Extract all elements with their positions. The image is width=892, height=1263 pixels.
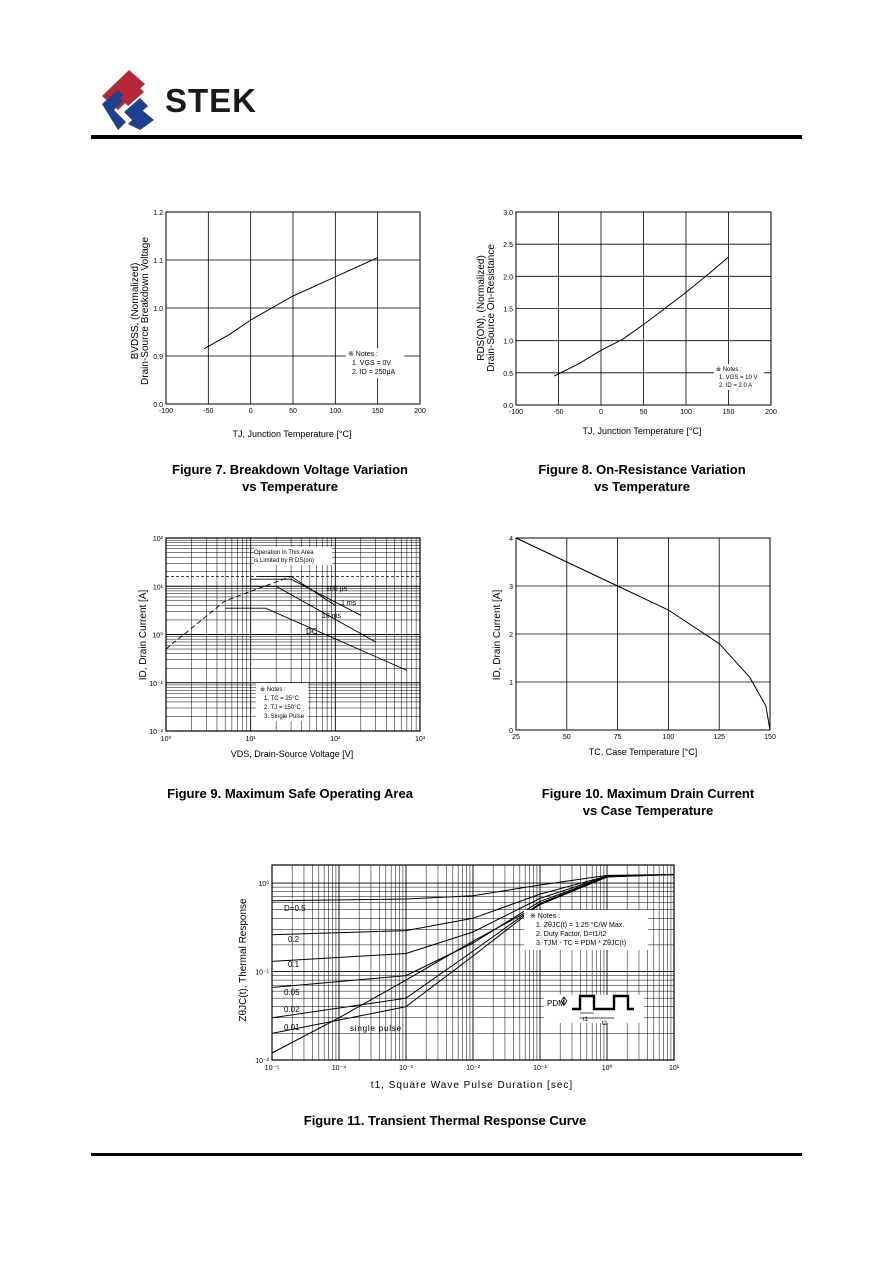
fig10-caption-line2: vs Case Temperature (582, 803, 714, 818)
fig9-xlabel: VDS, Drain-Source Voltage [V] (230, 749, 354, 759)
fig11-xtick-0: 10⁻⁵ (264, 1065, 280, 1072)
fig7-xtick-2: 0 (248, 408, 253, 415)
fig11-note-3: 3. TJM - TC = PDM * ZθJC(t) (536, 940, 627, 947)
fig9-region-label-2: is Limited by R DS(on) (254, 558, 315, 564)
fig9-soa-curve-2 (251, 579, 361, 615)
figure-8-chart (470, 200, 790, 450)
fig8-caption-line1: Figure 8. On-Resistance Variation (538, 462, 746, 477)
fig11-pdm-label: PDM (547, 999, 565, 1008)
fig10-xlabel: TC, Case Temperature [°C] (588, 747, 698, 757)
fig8-xtick-3: 50 (639, 409, 648, 416)
fig9-ytick-3: 10⁻¹ (149, 680, 163, 688)
fig8-ylabel-2: Drain-Source On-Resistance (486, 244, 497, 372)
fig11-duty-002: 0.02 (284, 1005, 300, 1014)
figure-11-chart (230, 855, 690, 1100)
fig9-xtick-3: 10³ (414, 736, 426, 743)
fig8-xlabel: TJ, Junction Temperature [°C] (582, 426, 702, 436)
fig8-ytick-1: 0.5 (503, 370, 513, 378)
fig7-note-0: ※ Notes : (348, 351, 378, 358)
fig11-single-pulse: single pulse (350, 1024, 402, 1033)
fig11-notes (524, 910, 648, 950)
fig7-caption-line2: vs Temperature (242, 479, 338, 494)
header-rule (91, 135, 802, 139)
fig7-xtick-3: 50 (289, 408, 297, 415)
fig11-ylabel: ZθJC(t), Thermal Response (238, 898, 249, 1022)
fig11-duty-001: 0.01 (284, 1023, 300, 1032)
fig9-xtick-2: 10² (330, 736, 341, 743)
fig11-note-2: 2. Duty Factor, D=t1/t2 (536, 931, 607, 938)
fig10-xtick-5: 150 (764, 734, 776, 741)
fig8-ytick-4: 2.0 (503, 274, 513, 282)
fig11-xlabel: t1, Square Wave Pulse Duration [sec] (370, 1080, 574, 1091)
fig8-onresistance-curve (554, 257, 728, 376)
fig10-ytick-1: 1 (509, 680, 513, 687)
fig11-t2-label: t2 (602, 1021, 608, 1027)
fig7-ytick-4: 1.2 (153, 210, 163, 217)
fig7-note-2: 2. ID = 250μA (352, 369, 396, 376)
fig9-curve-10ms: 10 ms (322, 613, 342, 620)
fig10-caption (488, 785, 808, 819)
fig8-ytick-3: 1.5 (503, 306, 513, 314)
fig9-soa-curve-0 (166, 576, 291, 649)
fig10-caption-line1: Figure 10. Maximum Drain Current (541, 786, 755, 801)
fig9-xtick-0: 10⁰ (160, 736, 172, 743)
fig9-note-3: 3. Single Pulse (264, 714, 305, 720)
fig7-xtick-4: 100 (329, 408, 342, 415)
fig8-xtick-1: -50 (553, 409, 564, 416)
fig10-xtick-1: 50 (562, 734, 571, 741)
fig10-xtick-4: 125 (713, 734, 726, 741)
fig7-ytick-2: 1.0 (153, 306, 163, 313)
fig9-caption (130, 785, 450, 802)
fig9-curve-1ms: 1 ms (341, 600, 357, 607)
fig9-region-label-1: Operation in This Area (254, 550, 314, 556)
fig11-note-1: 1. ZθJC(t) = 1.25 °C/W Max. (536, 922, 625, 929)
fig7-xtick-0: -100 (158, 408, 174, 415)
fig7-ytick-1: 0.9 (153, 354, 163, 361)
fig11-xtick-3: 10⁻² (466, 1065, 480, 1072)
fig10-ytick-2: 2 (509, 632, 513, 639)
fig7-xtick-1: -50 (203, 408, 214, 415)
fig11-ytick-0: 10⁰ (258, 881, 269, 889)
fig7-caption (130, 461, 450, 495)
fig8-ytick-2: 1.0 (503, 338, 513, 346)
fig7-ytick-0: 0.0 (153, 402, 163, 409)
fig11-xtick-2: 10⁻³ (399, 1065, 413, 1072)
fig11-note-0: ※ Notes : (530, 913, 560, 920)
fig9-ytick-0: 10² (152, 536, 163, 543)
fig10-xtick-0: 25 (512, 734, 520, 741)
fig8-note-2: 2. ID = 2.0 A (719, 383, 753, 389)
fig9-curve-dc: DC (306, 627, 318, 636)
fig11-pulse-diagram (544, 995, 644, 1027)
fig7-xlabel: TJ, Junction Temperature [°C] (232, 429, 352, 439)
fig11-xtick-4: 10⁻¹ (533, 1065, 547, 1072)
fig9-note-1: 1. TC = 25°C (264, 696, 299, 702)
fig11-duty-005: 0.05 (284, 988, 300, 997)
fig7-ytick-3: 1.1 (153, 258, 163, 265)
fig7-ylabel-1: BVDSS, (Normalized) (130, 262, 141, 360)
fig7-xtick-6: 200 (414, 408, 426, 415)
fig11-t1-label: t1 (583, 1017, 589, 1023)
fig8-xtick-2: 0 (599, 409, 603, 416)
fig10-ytick-0: 0 (509, 728, 513, 735)
fig7-xtick-5: 150 (371, 408, 384, 415)
fig11-xtick-1: 10⁻⁴ (331, 1065, 347, 1072)
fig8-xtick-6: 200 (765, 409, 777, 416)
fig10-xtick-2: 75 (613, 734, 622, 741)
fig11-ytick-1: 10⁻¹ (255, 969, 269, 977)
fig9-note-0: ※ Notes : (260, 687, 286, 693)
fig11-ytick-2: 10⁻² (255, 1058, 269, 1065)
fig9-curve-100us: 100 μs (326, 586, 348, 593)
stek-logo-icon (98, 68, 164, 132)
footer-rule (91, 1153, 802, 1156)
figure-7-chart (120, 200, 440, 450)
fig8-note-0: ※ Notes : (716, 367, 742, 373)
fig9-ytick-1: 10¹ (152, 584, 163, 592)
fig7-caption-line1: Figure 7. Breakdown Voltage Variation (172, 462, 408, 477)
fig10-ylabel: ID, Drain Current [A] (492, 589, 503, 681)
fig11-xtick-6: 10¹ (668, 1065, 680, 1072)
fig10-ytick-3: 3 (509, 584, 513, 591)
fig11-caption: Figure 11. Transient Thermal Response Curve (303, 1113, 587, 1128)
fig8-ytick-5: 2.5 (503, 242, 513, 250)
fig9-xtick-1: 10¹ (245, 736, 256, 743)
figure-9-chart (130, 525, 430, 770)
company-name: STEK (165, 82, 258, 119)
fig10-xtick-3: 100 (662, 734, 675, 741)
fig8-xtick-0: -100 (508, 409, 524, 416)
fig9-ylabel: ID, Drain Current [A] (138, 589, 149, 681)
fig9-ytick-2: 10⁰ (152, 632, 163, 640)
fig11-duty-05: D=0.5 (284, 904, 306, 913)
fig11-duty-02: 0.2 (288, 935, 300, 944)
fig8-xtick-4: 100 (680, 409, 692, 416)
fig8-xtick-5: 150 (722, 409, 735, 416)
fig9-ytick-4: 10⁻² (149, 729, 163, 736)
fig9-note-2: 2. TJ = 150°C (264, 705, 301, 711)
fig8-ytick-0: 0.0 (503, 403, 513, 410)
fig8-caption-line2: vs Temperature (594, 479, 690, 494)
fig8-note-1: 1. VGS = 10 V (719, 375, 758, 381)
fig7-breakdown-curve (204, 258, 378, 349)
fig7-note-1: 1. VGS = 0V (352, 360, 392, 367)
fig7-ylabel-2: Drain-Source Breakdown Voltage (140, 237, 151, 385)
fig8-ylabel-1: RDS(ON), (Normalized) (476, 255, 487, 361)
fig10-ytick-4: 4 (509, 536, 513, 543)
fig11-duty-01: 0.1 (288, 960, 300, 969)
figure-10-chart (480, 525, 790, 770)
fig8-ytick-6: 3.0 (503, 210, 513, 217)
fig11-xtick-5: 10⁰ (601, 1065, 613, 1072)
fig8-caption (482, 461, 802, 495)
fig9-caption-line1: Figure 9. Maximum Safe Operating Area (167, 786, 413, 801)
